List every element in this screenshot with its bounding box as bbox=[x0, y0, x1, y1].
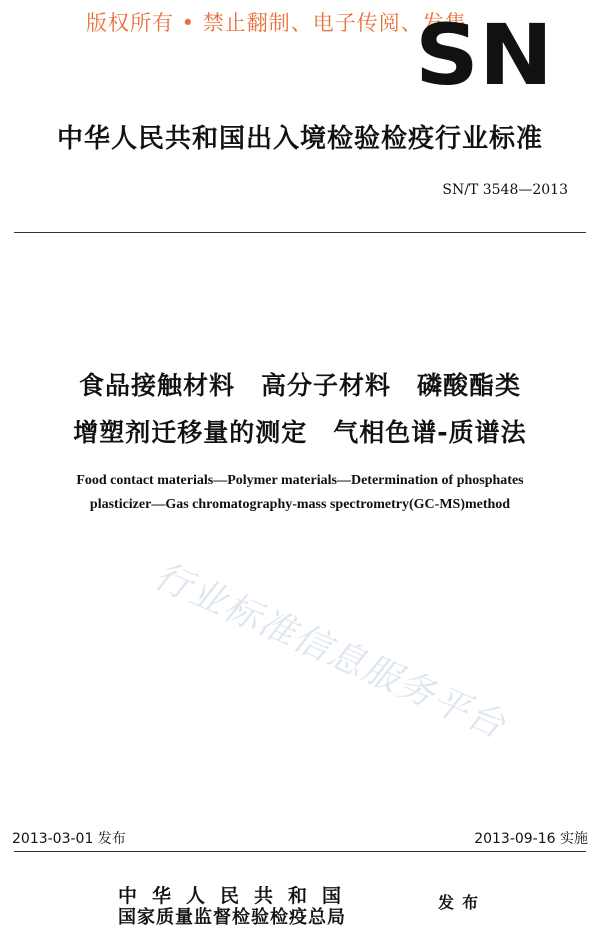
bottom-divider bbox=[14, 851, 586, 852]
copyright-notice: 版权所有 • 禁止翻制、电子传阅、发售 bbox=[86, 11, 467, 35]
issuer-agency: 国家质量监督检验检疫总局 bbox=[118, 907, 346, 928]
issue-label: 发布 bbox=[438, 893, 487, 912]
chinese-title-line-1: 食品接触材料 高分子材料 磷酸酯类 bbox=[78, 371, 521, 400]
watermark: 行业标准信息服务平台 bbox=[148, 555, 512, 748]
issue-date: 2013-03-01 发布 bbox=[12, 831, 126, 847]
english-title-line-1: Food contact materials—Polymer materials—Determination of phosphates bbox=[76, 473, 524, 488]
sn-logo-text: SN bbox=[415, 18, 553, 90]
top-divider bbox=[14, 232, 586, 233]
chinese-title-line-2: 增塑剂迁移量的测定 气相色谱-质谱法 bbox=[73, 418, 527, 447]
issuer-country: 中华人民共和国 bbox=[118, 885, 357, 907]
implementation-date: 2013-09-16 实施 bbox=[474, 831, 588, 847]
issuing-agency-title: 中华人民共和国出入境检验检疫行业标准 bbox=[56, 124, 543, 154]
sn-logo bbox=[414, 18, 554, 90]
english-title-line-2: plasticizer—Gas chromatography-mass spectrometry(GC-MS)method bbox=[89, 497, 511, 512]
standard-code: SN/T 3548—2013 bbox=[442, 182, 568, 198]
